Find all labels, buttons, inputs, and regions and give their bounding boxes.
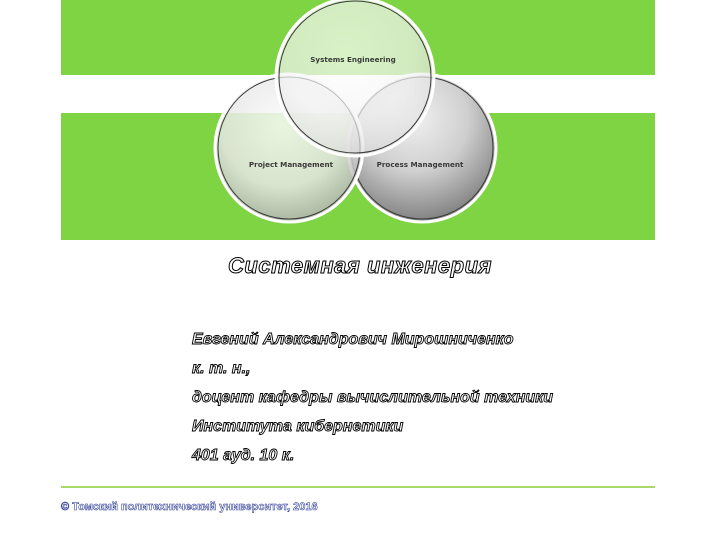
author-institute: Института кибернетики: [192, 418, 404, 435]
author-name: Евгений Александрович Мирошниченко: [192, 331, 514, 348]
author-room: 401 ауд. 10 к.: [192, 447, 295, 464]
author-info: [192, 325, 553, 470]
label-systems-engineering: Systems Engineering: [310, 55, 396, 64]
slide-title: Системная инженерия: [228, 253, 492, 278]
author-degree: к. т. н.,: [192, 360, 251, 377]
circle-systems-engineering: [276, 0, 434, 156]
label-project-management: Project Management: [248, 160, 334, 169]
label-process-management: Process Management: [376, 160, 464, 169]
footer-divider: [61, 486, 655, 488]
footer-copyright: © Томский политехнический университет, 2016: [61, 501, 318, 513]
author-position: доцент кафедры вычислительной техники: [192, 389, 554, 406]
